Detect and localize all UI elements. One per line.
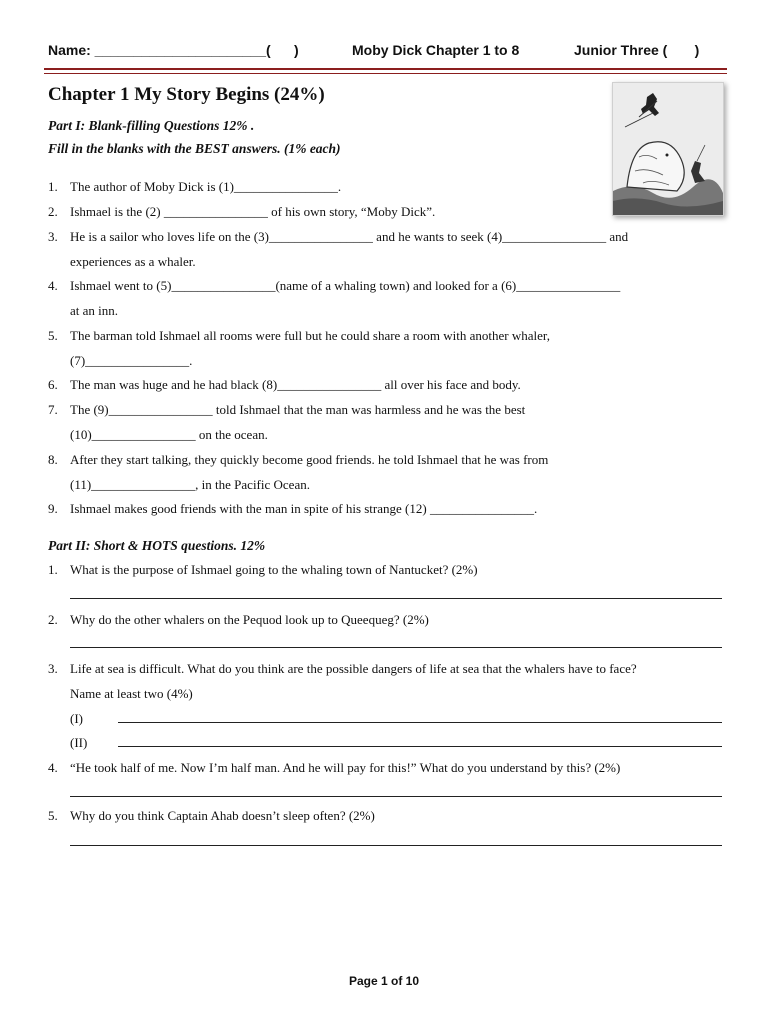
book-title: Moby Dick Chapter 1 to 8 bbox=[352, 42, 520, 58]
short-question: 3. Life at sea is difficult. What do you think are the possible dangers of life at sea that the whalers have to face? Name at least two (4%) bbox=[48, 661, 637, 701]
page-number: Page 1 of 10 bbox=[348, 974, 420, 988]
answer-line[interactable] bbox=[70, 598, 722, 599]
short-question: 4. “He took half of me. Now I’m half man. And he will pay for this!” What do you understand by this? (2%) bbox=[48, 760, 621, 775]
short-question: 2. Why do the other whalers on the Pequod look up to Queequeg? (2%) bbox=[48, 612, 429, 627]
short-question: 5. Why do you think Captain Ahab doesn’t sleep often? (2%) bbox=[48, 808, 375, 823]
answer-line[interactable] bbox=[70, 647, 722, 648]
sub-item-label: (II) bbox=[70, 735, 88, 750]
answer-line[interactable] bbox=[118, 722, 722, 723]
blank-question: 2. Ishmael is the (2) ________________ of his own story, “Moby Dick”. bbox=[48, 204, 436, 219]
answer-line[interactable] bbox=[70, 845, 722, 846]
header-rule-thin bbox=[44, 73, 727, 74]
class-field: Junior Three ( ) bbox=[574, 42, 700, 58]
blank-question: 9. Ishmael makes good friends with the man in spite of his strange (12) ________________. bbox=[48, 501, 538, 516]
blank-question: 4. Ishmael went to (5)________________(name of a whaling town) and looked for a (6)________________ at an inn. bbox=[48, 278, 621, 318]
blank-question: 7. The (9)________________ told Ishmael that the man was harmless and he was the best (10)________________ on the ocean. bbox=[48, 402, 526, 442]
blank-question: 6. The man was huge and he had black (8)________________ all over his face and body. bbox=[48, 377, 521, 392]
blank-question: 5. The barman told Ishmael all rooms were full but he could share a room with another whaler, (7)________________. bbox=[48, 328, 550, 368]
part2-heading: Part II: Short & HOTS questions. 12% bbox=[48, 538, 266, 553]
sub-item-label: (I) bbox=[70, 711, 83, 726]
header-rule bbox=[44, 68, 727, 70]
short-question: 1. What is the purpose of Ishmael going to the whaling town of Nantucket? (2%) bbox=[48, 562, 478, 577]
blank-question: 3. He is a sailor who loves life on the (3)________________ and he wants to seek (4)________________ and experiences as a whaler. bbox=[48, 229, 629, 269]
answer-line[interactable] bbox=[118, 746, 722, 747]
part1-instructions: Fill in the blanks with the BEST answers. (1% each) bbox=[48, 141, 341, 156]
answer-line[interactable] bbox=[70, 796, 722, 797]
part1-heading: Part I: Blank-filling Questions 12% . bbox=[48, 118, 255, 133]
blank-question: 1. The author of Moby Dick is (1)________________. bbox=[48, 179, 342, 194]
chapter-title: Chapter 1 My Story Begins (24%) bbox=[48, 84, 325, 105]
student-name-field: Name: ______________________( ) bbox=[48, 42, 299, 58]
blank-question: 8. After they start talking, they quickly become good friends. he told Ishmael that he was from (11)________________, in the Pacific Ocean. bbox=[48, 452, 549, 492]
